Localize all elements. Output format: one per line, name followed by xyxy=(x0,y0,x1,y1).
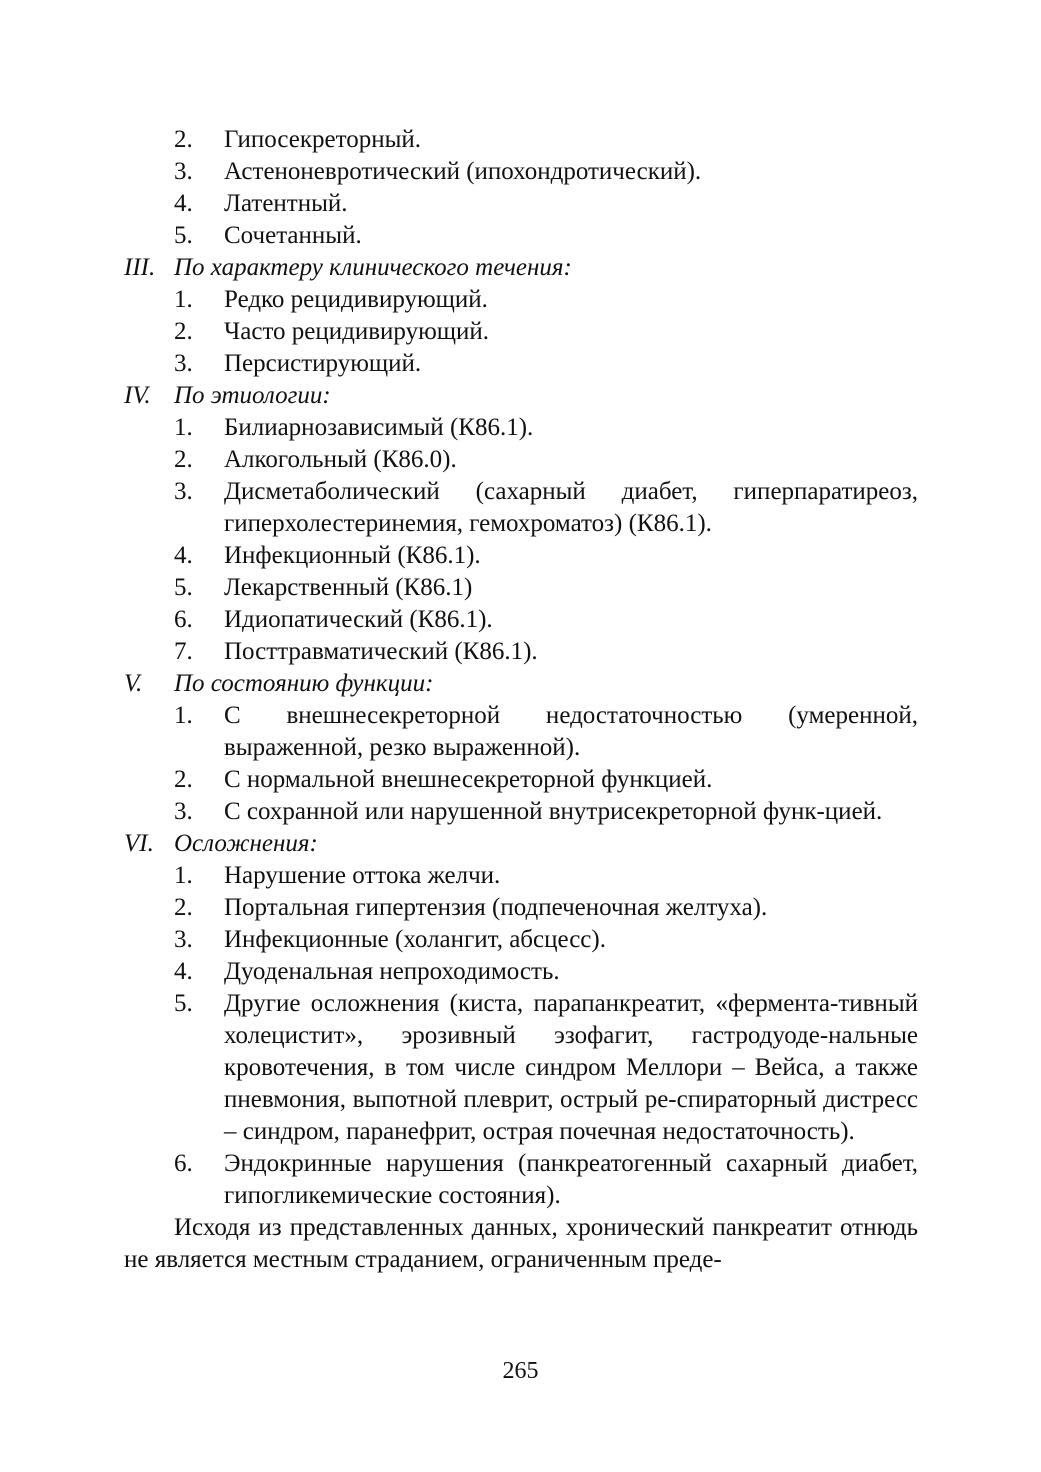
list-item-text: Алкогольный (К86.0). xyxy=(224,446,457,473)
list-item xyxy=(124,124,918,156)
list-item-text: Редко рецидивирующий. xyxy=(224,286,488,313)
list-item-text: Астеноневротический (ипохондротический). xyxy=(224,158,702,185)
body-paragraph: Исходя из представленных данных, хронический панкреатит отнюдь не является местным страданием, ограниченным преде- xyxy=(124,1214,918,1273)
page-number: 265 xyxy=(502,1358,539,1384)
list-item xyxy=(124,1148,918,1212)
list-item-text: С сохранной или нарушенной внутрисекреторной функ-цией. xyxy=(224,798,883,825)
list-item-number: 5. xyxy=(174,574,193,601)
list-item xyxy=(124,412,918,444)
list-item xyxy=(124,540,918,572)
list-item xyxy=(124,188,918,220)
list-item-text: С внешнесекреторной недостаточностью (умеренной, выраженной, резко выраженной). xyxy=(224,702,918,761)
list-item xyxy=(124,700,918,764)
list-item-text: Идиопатический (К86.1). xyxy=(224,606,493,633)
section-heading-text: Осложнения: xyxy=(174,830,318,857)
list-item-number: 1. xyxy=(174,862,193,889)
list-item-number: 6. xyxy=(174,606,193,633)
list-item-number: 3. xyxy=(174,926,193,953)
list-item-number: 7. xyxy=(174,638,193,665)
section-heading-iv xyxy=(124,380,918,412)
list-item-text: Другие осложнения (киста, парапанкреатит, «фермента-тивный холецистит», эрозивный эзофагит, гастродуоде-нальные кровотечения, в том числе синдром Меллори – Вейса, а также пневмония, выпотной плеврит, острый ре-спираторный дистресс – синдром, паранефрит, острая почечная недостаточность). xyxy=(224,990,918,1145)
list-item xyxy=(124,796,918,828)
list-item-number: 1. xyxy=(174,414,193,441)
page-content xyxy=(124,124,918,1276)
list-item-number: 1. xyxy=(174,702,193,729)
list-item-text: Посттравматический (К86.1). xyxy=(224,638,538,665)
section-heading-vi xyxy=(124,828,918,860)
list-item-text: Эндокринные нарушения (панкреатогенный сахарный диабет, гипогликемические состояния). xyxy=(224,1150,918,1209)
list-item xyxy=(124,572,918,604)
section-heading-text: По состоянию функции: xyxy=(174,670,434,697)
list-item-number: 2. xyxy=(174,126,193,153)
list-item xyxy=(124,476,918,540)
list-item-text: Латентный. xyxy=(224,190,348,217)
list-item-number: 3. xyxy=(174,798,193,825)
list-item xyxy=(124,444,918,476)
list-item xyxy=(124,924,918,956)
list-item-text: Гипосекреторный. xyxy=(224,126,422,153)
section-numeral: VI. xyxy=(124,830,154,857)
list-item-number: 2. xyxy=(174,766,193,793)
list-item-text: Портальная гипертензия (подпеченочная желтуха). xyxy=(224,894,768,921)
list-item xyxy=(124,316,918,348)
section-numeral: V. xyxy=(124,670,143,697)
list-item-number: 5. xyxy=(174,990,193,1017)
list-item xyxy=(124,636,918,668)
list-item-text: Персистирующий. xyxy=(224,350,422,377)
list-item-text: Дисметаболический (сахарный диабет, гиперпаратиреоз, гиперхолестеринемия, гемохроматоз) (К86.1). xyxy=(224,478,918,537)
list-item-number: 6. xyxy=(174,1150,193,1177)
section-numeral: IV. xyxy=(124,382,151,409)
section-heading-v xyxy=(124,668,918,700)
list-item-text: Дуоденальная непроходимость. xyxy=(224,958,560,985)
section-heading-iii xyxy=(124,252,918,284)
list-item-text: С нормальной внешнесекреторной функцией. xyxy=(224,766,713,793)
list-item xyxy=(124,892,918,924)
list-item-number: 2. xyxy=(174,446,193,473)
list-item-number: 3. xyxy=(174,478,193,505)
list-item-text: Часто рецидивирующий. xyxy=(224,318,490,345)
list-item-text: Лекарственный (К86.1) xyxy=(224,574,473,601)
list-item-number: 5. xyxy=(174,222,193,249)
list-item xyxy=(124,156,918,188)
list-item-number: 2. xyxy=(174,894,193,921)
list-item xyxy=(124,860,918,892)
section-heading-text: По этиологии: xyxy=(174,382,331,409)
list-item xyxy=(124,988,918,1148)
list-item-text: Сочетанный. xyxy=(224,222,362,249)
list-item-number: 3. xyxy=(174,158,193,185)
list-item-text: Билиарнозависимый (К86.1). xyxy=(224,414,534,441)
section-heading-text: По характеру клинического течения: xyxy=(174,254,572,281)
list-item-text: Инфекционный (К86.1). xyxy=(224,542,481,569)
list-item-number: 3. xyxy=(174,350,193,377)
list-item xyxy=(124,764,918,796)
list-item-number: 2. xyxy=(174,318,193,345)
list-item xyxy=(124,220,918,252)
list-item-number: 4. xyxy=(174,542,193,569)
list-item xyxy=(124,604,918,636)
list-item-number: 4. xyxy=(174,190,193,217)
list-item xyxy=(124,284,918,316)
list-item-text: Инфекционные (холангит, абсцесс). xyxy=(224,926,606,953)
list-item-text: Нарушение оттока желчи. xyxy=(224,862,501,889)
list-item xyxy=(124,956,918,988)
section-numeral: III. xyxy=(124,254,156,281)
list-item-number: 1. xyxy=(174,286,193,313)
list-item-number: 4. xyxy=(174,958,193,985)
list-item xyxy=(124,348,918,380)
